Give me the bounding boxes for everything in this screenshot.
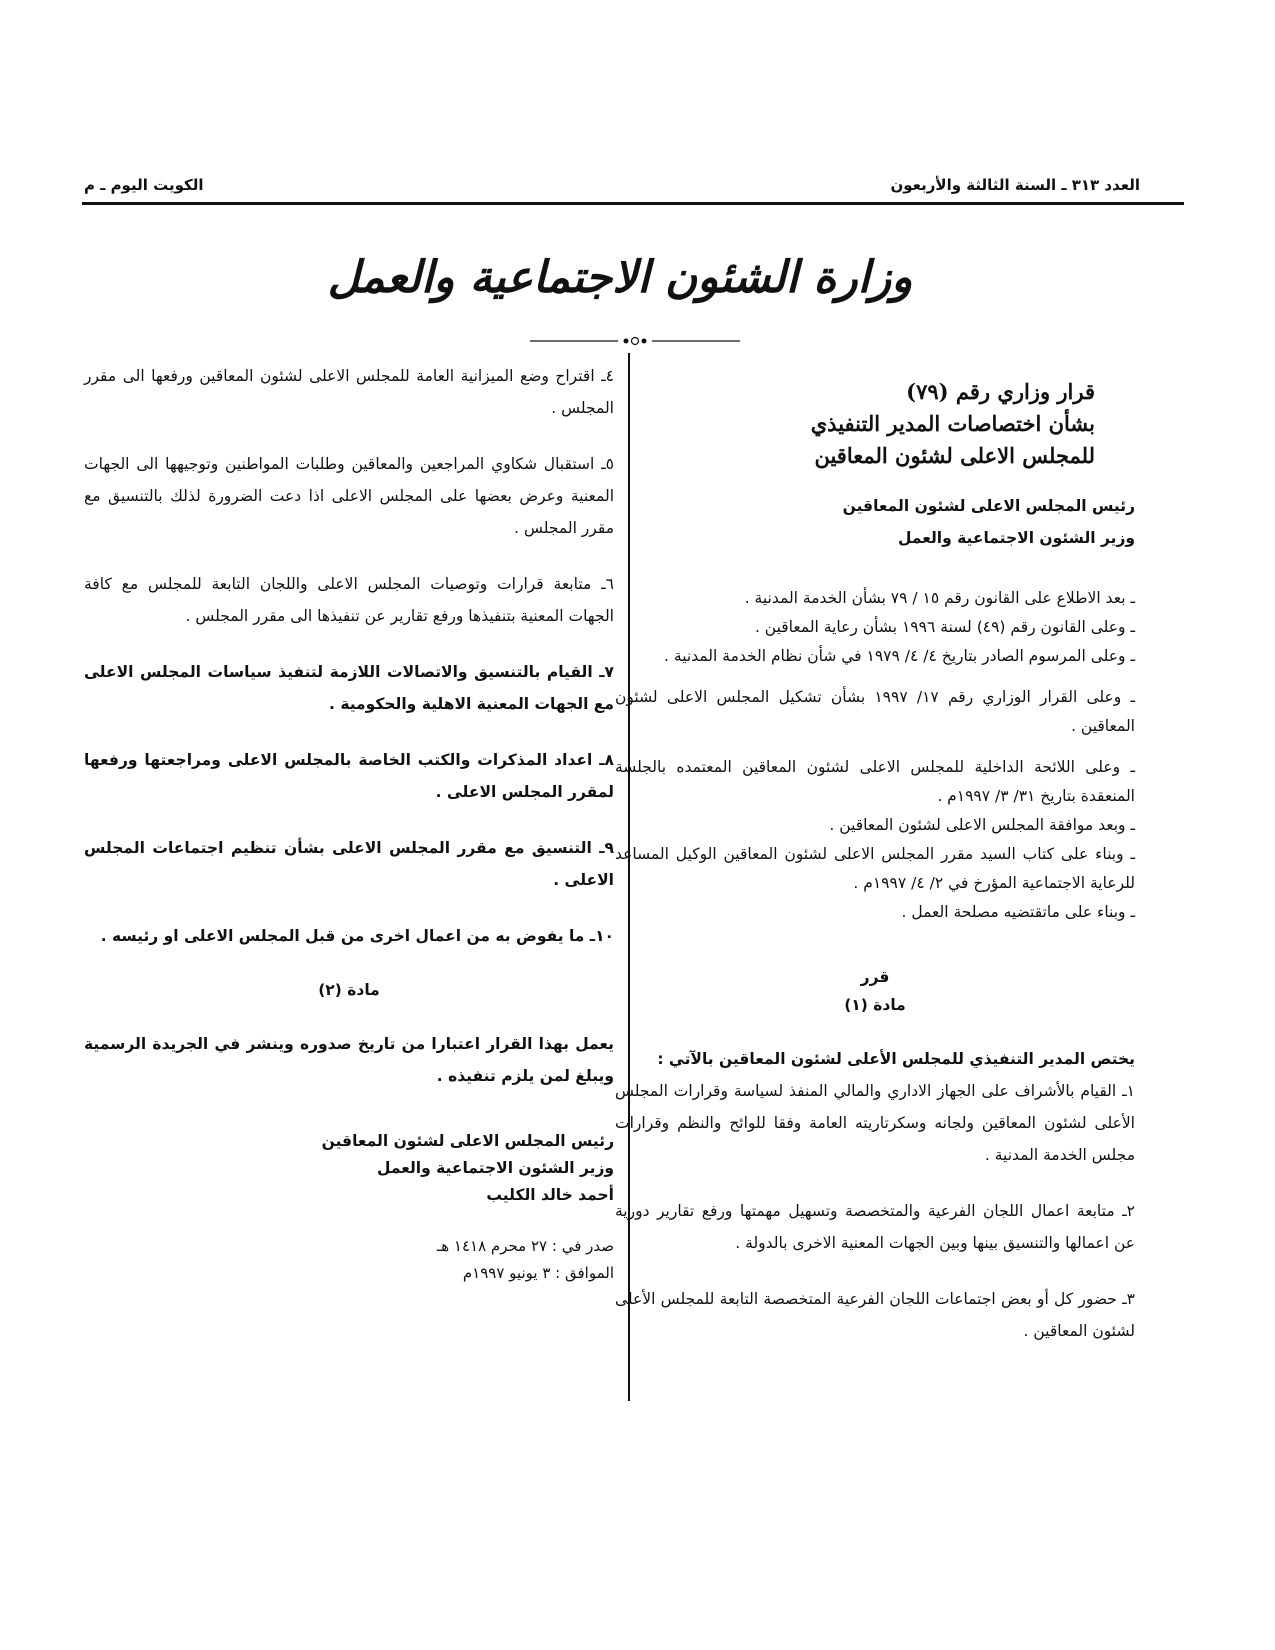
issue-date-block bbox=[84, 1233, 614, 1287]
signatory-role: وزير الشئون الاجتماعية والعمل bbox=[376, 1159, 614, 1177]
article-1-heading: مادة (١) bbox=[844, 996, 906, 1014]
article-1-item: ١٠ـ ما يفوض به من اعمال اخرى من قبل المجلس الاعلى او رئيسه . bbox=[100, 927, 614, 945]
signatory-title: رئيس المجلس الاعلى لشئون المعاقين bbox=[321, 1132, 614, 1150]
preamble-item: ـ وعلى القانون رقم (٤٩) لسنة ١٩٩٦ بشأن رعاية المعاقين . bbox=[754, 618, 1135, 636]
article-1-item: ١ـ القيام بالأشراف على الجهاز الاداري والمالي المنفذ لسياسة وقرارات المجلس الأعلى لشئون المعاقين ولجانه وسكرتاريته العامة وفقا للوائح والنظم وقرارات مجلس الخدمة المدنية . bbox=[615, 1082, 1135, 1164]
article-1-item: ٥ـ استقبال شكاوي المراجعين والمعاقين وطلبات المواطنين وتوجيهها الى الجهات المعنية وعرض بعضها على المجلس الاعلى اذا دعت الضرورة لذلك بالتنسيق مع مقرر المجلس . bbox=[84, 455, 614, 537]
signature-block bbox=[84, 1128, 614, 1209]
preamble-item: ـ بعد الاطلاع على القانون رقم ١٥ / ٧٩ بشأن الخدمة المدنية . bbox=[744, 589, 1135, 607]
preamble-item: ـ وبناء على ماتقتضيه مصلحة العمل . bbox=[901, 903, 1135, 921]
preamble-item: ـ وبناء على كتاب السيد مقرر المجلس الاعلى لشئون المعاقين الوكيل المساعد للرعاية الاجتماعية المؤرخ في ٢/ ٤/ ١٩٩٧م . bbox=[615, 845, 1135, 892]
right-column bbox=[615, 360, 1135, 1347]
article-1-item: ٢ـ متابعة اعمال اللجان الفرعية والمتخصصة وتسهيل مهمتها ورفع تقارير دورية عن اعمالها والتنسيق بينها وبين الجهات المعنية الاخرى بالدولة . bbox=[615, 1202, 1135, 1252]
preamble-item: ـ وعلى القرار الوزاري رقم ١٧/ ١٩٩٧ بشأن تشكيل المجلس الاعلى لشئون المعاقين . bbox=[615, 688, 1135, 735]
left-column bbox=[84, 360, 614, 1287]
issued-gregorian: الموافق : ٣ يونيو ١٩٩٧م bbox=[462, 1264, 614, 1282]
article-1-item: ٣ـ حضور كل أو بعض اجتماعات اللجان الفرعية المتخصصة التابعة للمجلس الأعلى لشئون المعاقين . bbox=[615, 1290, 1135, 1340]
issuer-line-2: وزير الشئون الاجتماعية والعمل bbox=[897, 529, 1135, 547]
issuer-block bbox=[615, 490, 1135, 554]
article-1-intro: يختص المدير التنفيذي للمجلس الأعلى لشئون المعاقين بالآتي : bbox=[657, 1050, 1135, 1068]
decision-title bbox=[615, 376, 1095, 472]
article-1-item: ٧ـ القيام بالتنسيق والاتصالات اللازمة لتنفيذ سياسات المجلس الاعلى مع الجهات المعنية الاهلية والحكومية . bbox=[84, 663, 614, 713]
article-1-item: ٨ـ اعداد المذكرات والكتب الخاصة بالمجلس الاعلى ومراجعتها ورفعها لمقرر المجلس الاعلى . bbox=[84, 751, 614, 801]
preamble-item: ـ وعلى المرسوم الصادر بتاريخ ٤/ ٤/ ١٩٧٩ في شأن نظام الخدمة المدنية . bbox=[664, 647, 1135, 665]
header-rule bbox=[82, 202, 1184, 205]
article-1-item: ٤ـ اقتراح وضع الميزانية العامة للمجلس الاعلى لشئون المعاقين ورفعها الى مقرر المجلس . bbox=[84, 367, 614, 417]
issuer-line-1: رئيس المجلس الاعلى لشئون المعاقين bbox=[842, 497, 1135, 515]
preamble-item: ـ وبعد موافقة المجلس الاعلى لشئون المعاقين . bbox=[829, 816, 1135, 834]
article-1-item: ٩ـ التنسيق مع مقرر المجلس الاعلى بشأن تنظيم اجتماعات المجلس الاعلى . bbox=[84, 839, 614, 889]
ministry-banner: وزارة الشئون الاجتماعية والعمل bbox=[327, 251, 913, 303]
decision-number: قرار وزاري رقم (٧٩) bbox=[906, 379, 1095, 404]
issue-number: العدد ٣١٣ ـ السنة الثالثة والأربعون bbox=[890, 176, 1140, 194]
decision-subject: بشأن اختصاصات المدير التنفيذي bbox=[810, 411, 1095, 436]
decision-subject-2: للمجلس الاعلى لشئون المعاقين bbox=[814, 443, 1095, 468]
article-2-heading: مادة (٢) bbox=[318, 981, 380, 999]
preamble bbox=[615, 584, 1135, 927]
gazette-name: الكويت اليوم ـ م bbox=[84, 176, 204, 194]
signatory-name: أحمد خالد الكليب bbox=[486, 1186, 614, 1204]
issued-hijri: صدر في : ٢٧ محرم ١٤١٨ هـ bbox=[436, 1237, 614, 1255]
article-1-item: ٦ـ متابعة قرارات وتوصيات المجلس الاعلى واللجان التابعة للمجلس مع كافة الجهات المعنية بتنفيذها ورفع تقارير عن تنفيذها الى مقرر المجلس . bbox=[84, 575, 614, 625]
article-2-text: يعمل بهذا القرار اعتبارا من تاريخ صدوره وينشر في الجريدة الرسمية ويبلغ لمن يلزم تنفيذه . bbox=[84, 1035, 614, 1085]
preamble-item: ـ وعلى اللائحة الداخلية للمجلس الاعلى لشئون المعاقين المعتمده بالجلسة المنعقدة بتاريخ ٣١/ ٣/ ١٩٩٧م . bbox=[615, 758, 1135, 805]
ornament-divider bbox=[530, 335, 740, 347]
resolved-heading: قرر bbox=[860, 968, 890, 986]
